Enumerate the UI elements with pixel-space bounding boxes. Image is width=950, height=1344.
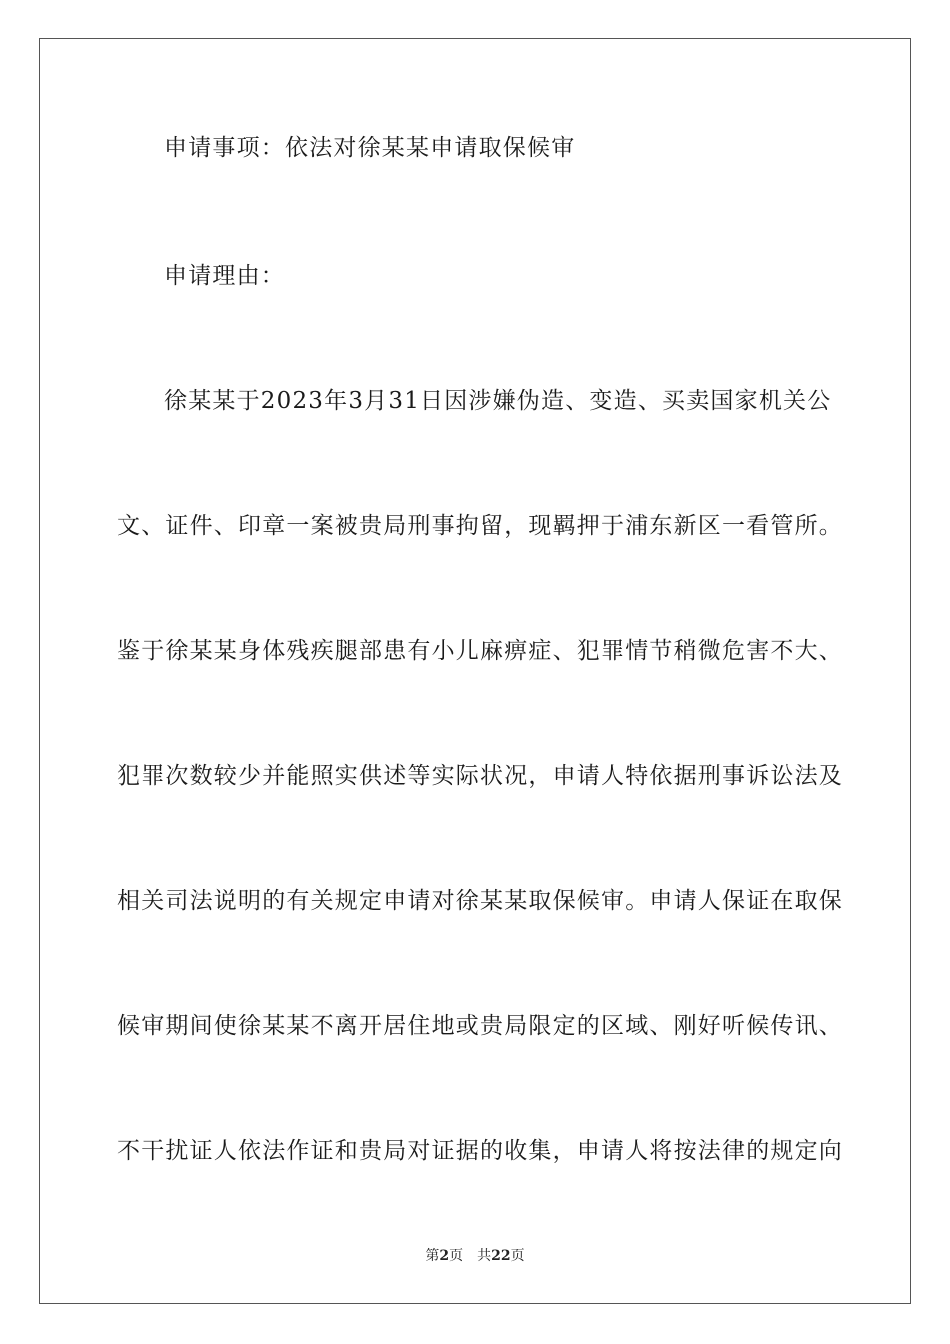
page-total: 22: [491, 1248, 511, 1264]
application-reason-heading: 申请理由：: [164, 263, 285, 289]
page-border: [39, 38, 911, 1304]
page-prefix: 第: [425, 1248, 440, 1264]
page-current: 2: [439, 1248, 450, 1264]
body-line-7: 不干扰证人依法作证和贵局对证据的收集，申请人将按法律的规定向: [117, 1138, 843, 1164]
total-suffix: 页: [510, 1248, 525, 1264]
body-line-1: 徐某某于2023年3月31日因涉嫌伪造、变造、买卖国家机关公: [164, 388, 832, 414]
application-item-line: 申请事项：依法对徐某某申请取保候审: [164, 135, 576, 161]
body-line-5: 相关司法说明的有关规定申请对徐某某取保候审。申请人保证在取保: [117, 888, 843, 914]
total-prefix: 共: [477, 1248, 492, 1264]
body-line-2: 文、证件、印章一案被贵局刑事拘留，现羁押于浦东新区一看管所。: [117, 513, 843, 539]
body-line-6: 候审期间使徐某某不离开居住地或贵局限定的区域、刚好听候传讯、: [117, 1013, 843, 1039]
body-line-3: 鉴于徐某某身体残疾腿部患有小儿麻痹症、犯罪情节稍微危害不大、: [117, 638, 843, 664]
body-line-4: 犯罪次数较少并能照实供述等实际状况，申请人特依据刑事诉讼法及: [117, 763, 843, 789]
page-footer: [0, 1247, 950, 1265]
page-suffix: 页: [449, 1248, 464, 1264]
